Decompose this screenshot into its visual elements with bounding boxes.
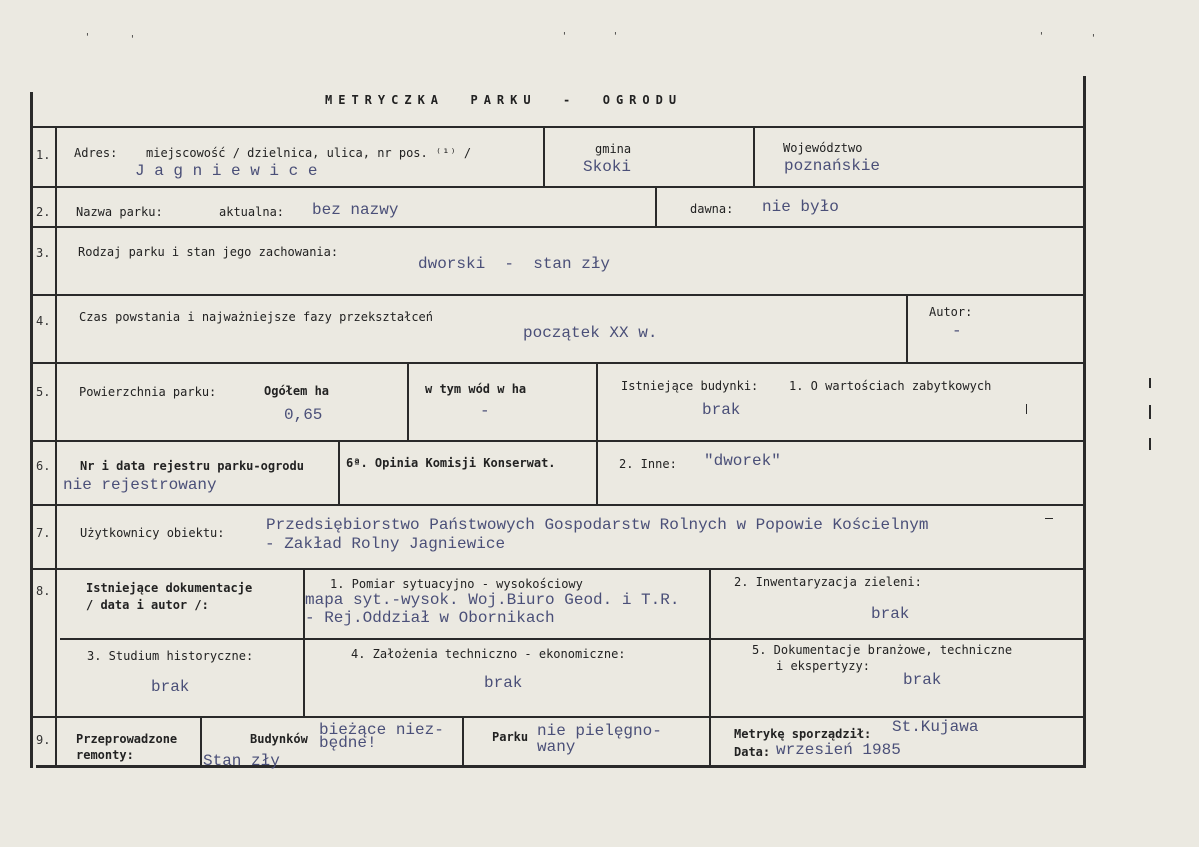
total-area-value: 0,65 [284, 406, 323, 424]
cell-divider [543, 126, 545, 188]
users-label: Użytkownicy obiektu: [80, 526, 225, 540]
row-separator [60, 638, 1086, 640]
author-label: Autor: [929, 305, 973, 319]
cell-divider [709, 568, 711, 718]
former-name-value: nie było [762, 198, 839, 216]
repairs-label-line2: remonty: [76, 748, 134, 762]
cell-divider [655, 186, 657, 228]
docs-label-line2: / data i autor /: [86, 598, 209, 612]
park-type-label: Rodzaj parku i stan jego zachowania: [78, 245, 339, 259]
greenery-label: 2. Inwentaryzacja zieleni: [734, 575, 922, 589]
row-separator [30, 294, 1086, 296]
survey-value-line1: mapa syt.-wysok. Woj.Biuro Geod. i T.R. [305, 591, 680, 609]
area-label: Powierzchnia parku: [79, 385, 217, 399]
top-punch-mark: ' [131, 34, 134, 45]
wojewodztwo-value: poznańskie [784, 157, 881, 175]
date-label: Data: [734, 745, 771, 759]
buildings-label: Istniejące budynki: [621, 379, 759, 393]
row-separator [30, 126, 1086, 128]
gmina-label: gmina [595, 142, 632, 156]
cell-divider [200, 716, 202, 768]
former-name-label: dawna: [690, 202, 734, 216]
side-tick-mark [1149, 378, 1151, 388]
row-separator [30, 504, 1086, 506]
buildings-repairs-value-line1: bieżące niez- [319, 721, 444, 739]
technical-assumptions-label: 4. Założenia techniczno - ekonomiczne: [351, 647, 626, 661]
cell-divider [906, 294, 908, 364]
row-separator [30, 362, 1086, 364]
survey-label: 1. Pomiar sytuacyjno - wysokościowy [330, 577, 583, 591]
buildings-repairs-value-line2: będne! [319, 734, 377, 752]
row-number: 5. [36, 385, 51, 399]
branch-docs-label-line1: 5. Dokumentacje branżowe, techniczne [752, 643, 1013, 657]
wojewodztwo-label: Województwo [783, 141, 863, 155]
frame-right-line [1083, 76, 1086, 768]
park-type-value: dworski - stan zły [418, 255, 611, 273]
conservator-opinion-label: 6ª. Opinia Komisji Konserwat. [346, 456, 556, 470]
side-tick-mark [1149, 405, 1151, 419]
history-phases-value: początek XX w. [523, 324, 658, 342]
stray-tick-mark [1026, 404, 1027, 414]
row-number: 6. [36, 459, 51, 473]
address-label: Adres: [74, 146, 118, 160]
row-number: 3. [36, 246, 51, 260]
park-repairs-value-line2: wany [537, 738, 576, 756]
row-separator [30, 226, 1086, 228]
top-punch-mark: ' [1092, 33, 1095, 44]
historical-study-value: brak [151, 678, 190, 696]
row-separator [30, 568, 1086, 570]
row-number: 7. [36, 526, 51, 540]
other-buildings-value: "dworek" [704, 452, 781, 470]
frame-bottom-line [36, 765, 1086, 768]
number-column-line [55, 126, 57, 768]
top-punch-mark: ' [563, 31, 566, 42]
top-punch-mark: ' [86, 32, 89, 43]
water-area-value: - [480, 402, 490, 420]
row-number: 1. [36, 148, 51, 162]
branch-docs-value: brak [903, 671, 942, 689]
other-buildings-label: 2. Inne: [619, 457, 677, 471]
technical-assumptions-value: brak [484, 674, 523, 692]
address-value: J a g n i e w i c e [135, 162, 318, 180]
top-punch-mark: ' [1040, 31, 1043, 42]
cell-divider [338, 440, 340, 506]
cell-divider [753, 126, 755, 188]
form-title: METRYCZKA PARKU - OGRODU [325, 93, 683, 107]
cell-divider [407, 362, 409, 442]
made-by-label: Metrykę sporządził: [734, 727, 872, 741]
greenery-value: brak [871, 605, 910, 623]
registry-value: nie rejestrowany [63, 476, 217, 494]
side-tick-mark [1149, 438, 1151, 450]
park-repairs-label: Parku [492, 730, 529, 744]
buildings-historic-value: brak [702, 401, 741, 419]
repairs-label-line1: Przeprowadzone [76, 732, 178, 746]
frame-left-line [30, 92, 33, 768]
row-number: 2. [36, 205, 51, 219]
users-value-line1: Przedsiębiorstwo Państwowych Gospodarstw Rolnych w Popowie Kościelnym [266, 516, 929, 534]
cell-divider [709, 716, 711, 768]
branch-docs-label-line2: i ekspertyzy: [776, 659, 870, 673]
buildings-historic-label: 1. O wartościach zabytkowych [789, 379, 992, 393]
stray-dash-mark [1045, 518, 1053, 519]
author-value: - [952, 322, 962, 340]
users-value-line2: - Zakład Rolny Jagniewice [265, 535, 506, 553]
row-separator [30, 440, 1086, 442]
buildings-repairs-label: Budynków [250, 732, 308, 746]
gmina-value: Skoki [583, 158, 632, 176]
water-area-label: w tym wód w ha [425, 382, 527, 396]
row-number: 9. [36, 733, 51, 747]
row-separator [30, 186, 1086, 188]
current-name-label: aktualna: [219, 205, 285, 219]
park-repairs-value-line1: nie pielęgno- [537, 722, 662, 740]
cell-divider [596, 362, 598, 506]
row-number: 8. [36, 584, 51, 598]
address-sub-label: miejscowość / dzielnica, ulica, nr pos. ⁽¹⁾ / [146, 146, 472, 160]
repairs-value: Stan zły [203, 752, 280, 770]
top-punch-mark: ' [614, 31, 617, 42]
current-name-value: bez nazwy [312, 201, 399, 219]
row-number: 4. [36, 314, 51, 328]
total-area-label: Ogółem ha [264, 384, 330, 398]
historical-study-label: 3. Studium historyczne: [87, 649, 254, 663]
park-name-label: Nazwa parku: [76, 205, 163, 219]
made-by-value: St.Kujawa [892, 718, 979, 736]
survey-value-line2: - Rej.Oddział w Obornikach [305, 609, 555, 627]
registry-label: Nr i data rejestru parku-ogrodu [80, 459, 304, 473]
history-phases-label: Czas powstania i najważniejsze fazy przekształceń [79, 310, 434, 324]
cell-divider [462, 716, 464, 768]
date-value: wrzesień 1985 [776, 741, 901, 759]
docs-label-line1: Istniejące dokumentacje [86, 581, 253, 595]
